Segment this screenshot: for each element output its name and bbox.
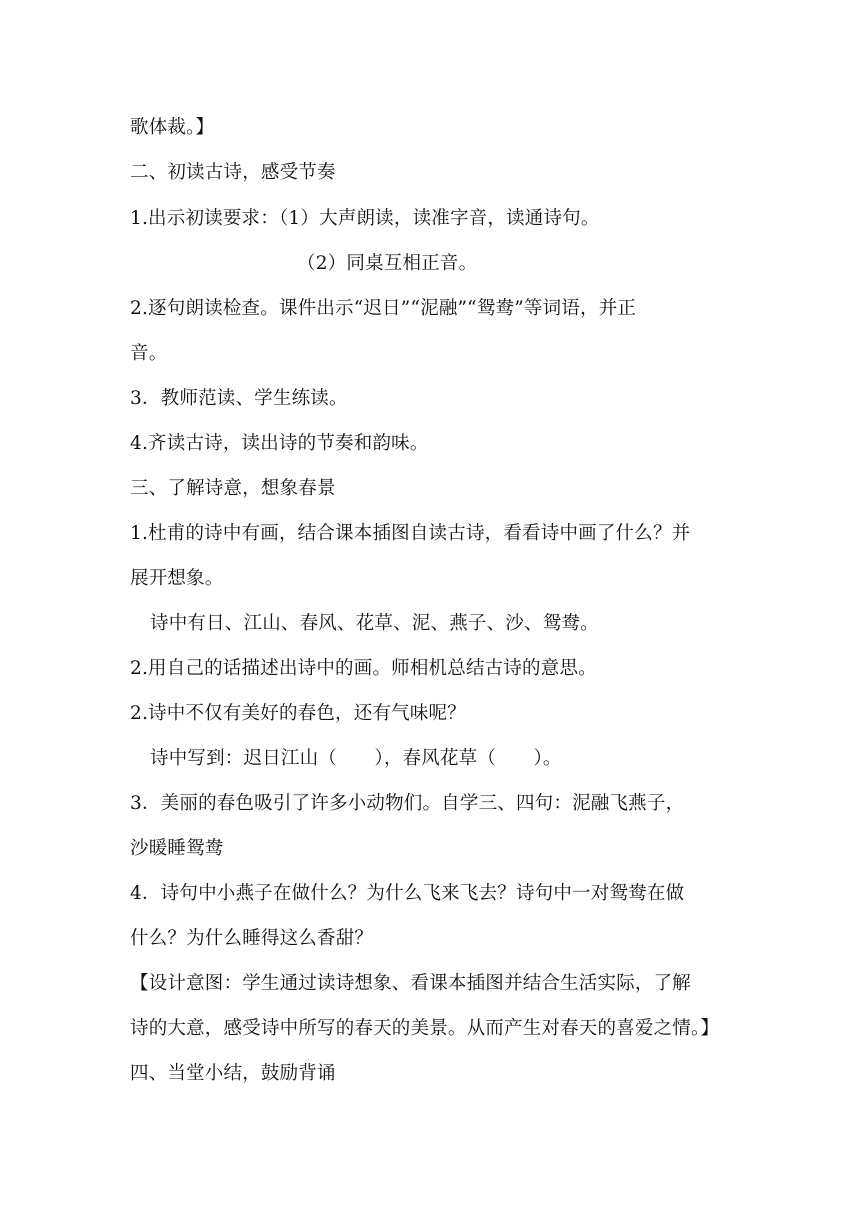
- text-line-11: 展开想象。: [130, 568, 224, 589]
- section-heading-2: 二、初读古诗，感受节奏: [130, 162, 336, 183]
- text-line-6: 音。: [130, 343, 168, 364]
- text-line-16: 3．美丽的春色吸引了许多小动物们。自学三、四句：泥融飞燕子，: [130, 793, 685, 814]
- text-line-21: 诗的大意，感受诗中所写的春天的美景。从而产生对春天的喜爱之情。】: [130, 1018, 720, 1039]
- text-line-17: 沙暖睡鸳鸯: [130, 838, 224, 859]
- text-line-15: 诗中写到：迟日江山（ ），春风花草（ ）。: [150, 748, 562, 769]
- text-line-3: 1.出示初读要求：（1）大声朗读，读准字音，读通诗句。: [130, 208, 600, 229]
- text-line-10: 1.杜甫的诗中有画，结合课本插图自读古诗，看看诗中画了什么？并: [130, 523, 691, 544]
- text-line-8: 4.齐读古诗，读出诗的节奏和韵味。: [130, 433, 429, 454]
- text-line-12: 诗中有日、江山、春风、花草、泥、燕子、沙、鸳鸯。: [150, 613, 599, 634]
- text-line-13: 2.用自己的话描述出诗中的画。师相机总结古诗的意思。: [130, 658, 597, 679]
- text-line-5: 2.逐句朗读检查。课件出示“迟日”“泥融”“鸳鸯”等词语，并正: [130, 298, 637, 319]
- text-line-14: 2.诗中不仅有美好的春色，还有气味呢？: [130, 703, 466, 724]
- text-line-7: 3．教师范读、学生练读。: [130, 388, 348, 409]
- text-line-18: 4．诗句中小燕子在做什么？为什么飞来飞去？诗句中一对鸳鸯在做: [130, 883, 685, 904]
- text-line-19: 什么？为什么睡得这么香甜？: [130, 928, 374, 949]
- section-heading-4: 四、当堂小结，鼓励背诵: [130, 1063, 336, 1084]
- text-line-4: （2）同桌互相正音。: [297, 253, 478, 274]
- text-line-20: 【设计意图：学生通过读诗想象、看课本插图并结合生活实际，了解: [130, 973, 692, 994]
- section-heading-3: 三、了解诗意，想象春景: [130, 478, 336, 499]
- text-line-1: 歌体裁。】: [130, 117, 215, 138]
